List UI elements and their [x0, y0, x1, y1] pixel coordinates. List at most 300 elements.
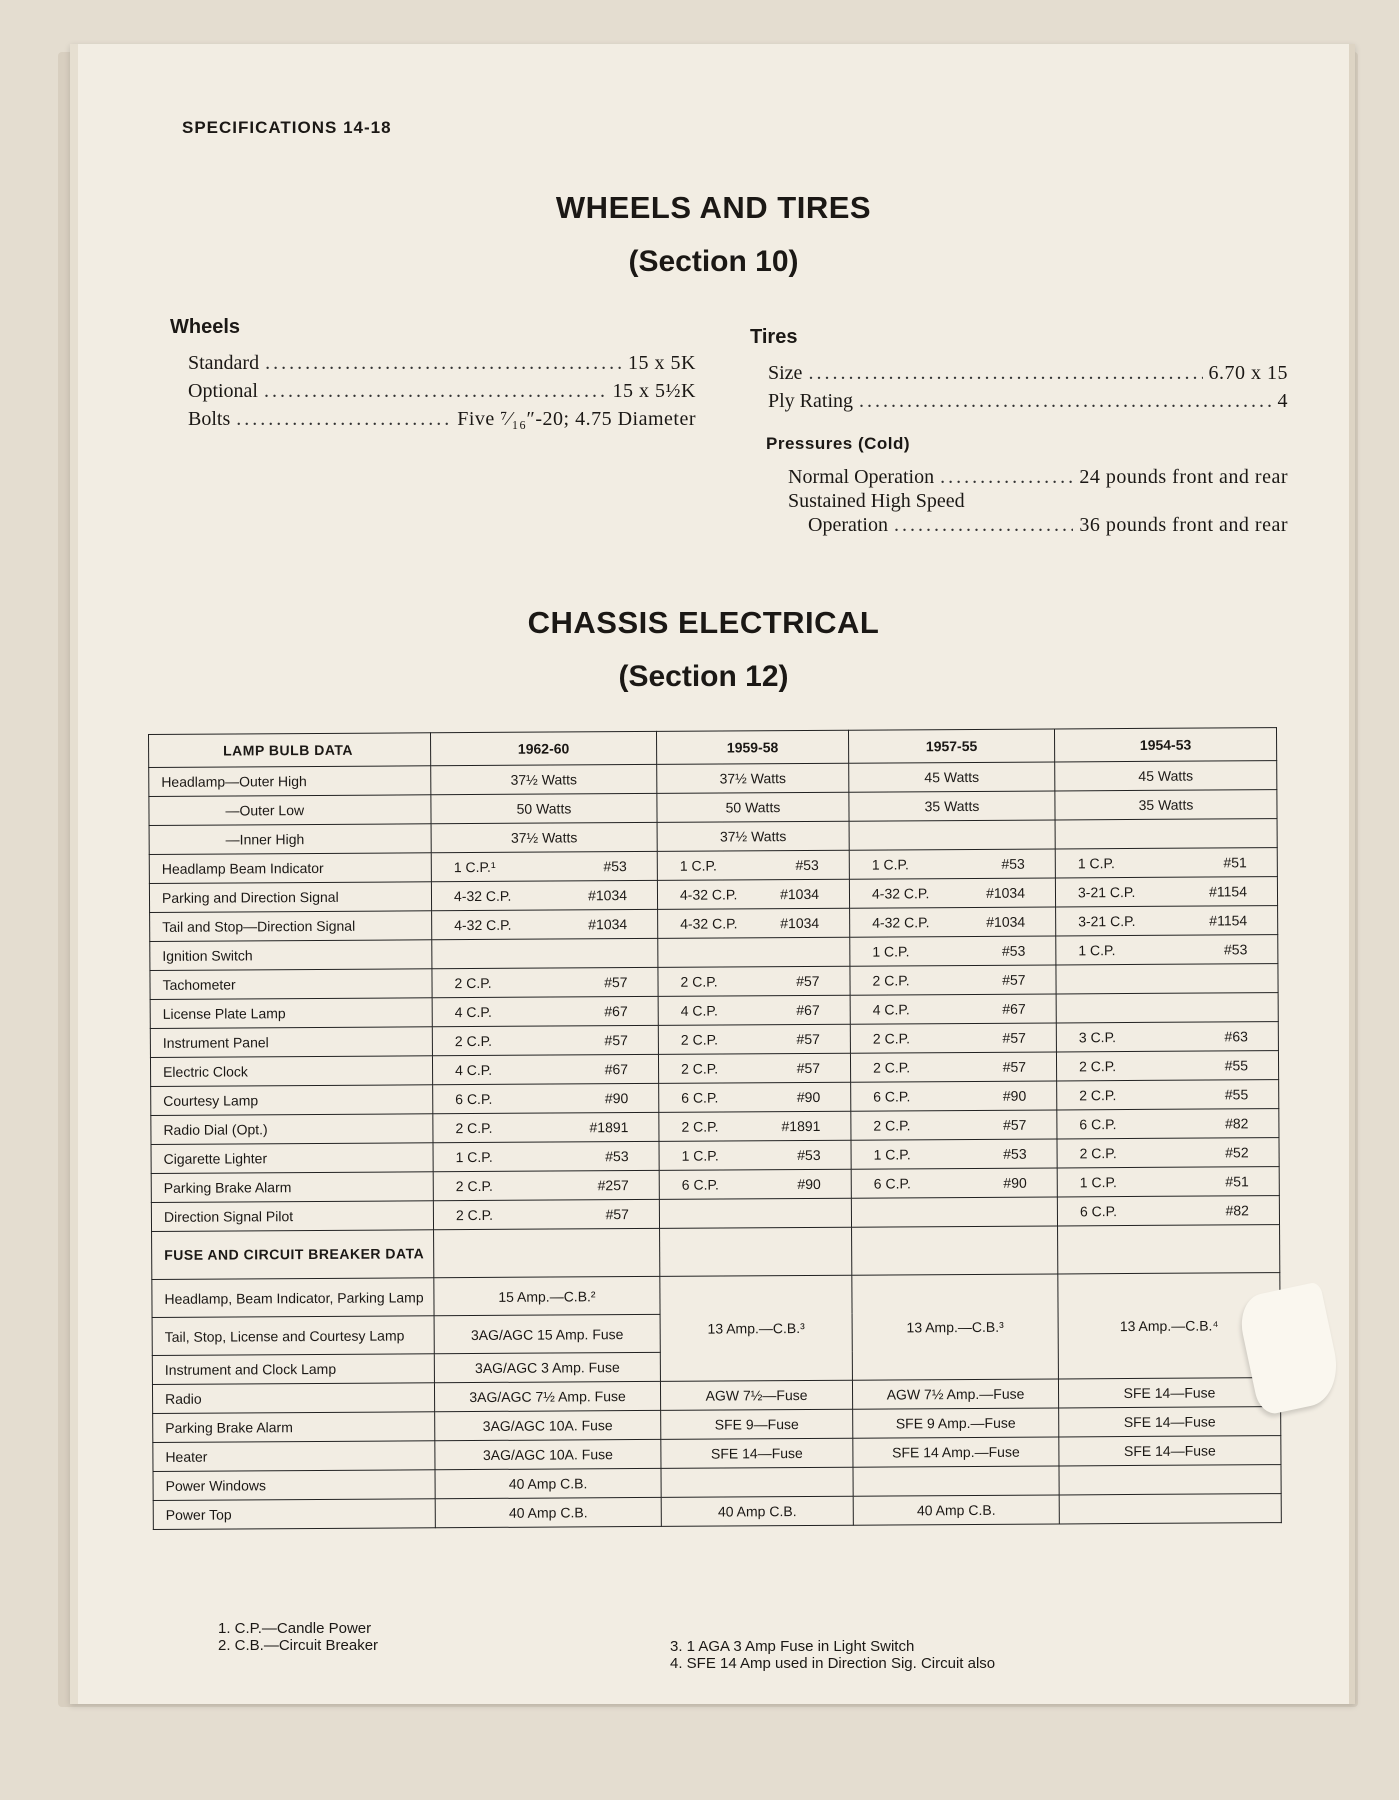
fuse-label: Power Windows [153, 1470, 435, 1501]
footnotes-left [218, 1620, 378, 1654]
candle-power: 4 C.P. [455, 1061, 493, 1079]
candle-power-pair [438, 887, 651, 904]
candle-power-pair [665, 1060, 844, 1077]
lamp-value [432, 1025, 658, 1055]
bulb-number: #53 [1223, 941, 1248, 958]
candle-power: 4-32 C.P. [679, 886, 738, 903]
candle-power-pair [1064, 1202, 1273, 1219]
wheels-bolts-value: Five ⁷⁄₁₆″-20; 4.75 Diameter [457, 408, 696, 430]
wheels-standard-value: 15 x 5K [628, 352, 696, 374]
lamp-value [1057, 1109, 1279, 1139]
lamp-value [1057, 1167, 1279, 1197]
candle-power: 2 C.P. [680, 1031, 719, 1048]
candle-power: 2 C.P. [1079, 1145, 1117, 1162]
lamp-value [1057, 1138, 1279, 1168]
fuse-value: SFE 9—Fuse [661, 1409, 853, 1439]
lamp-value [431, 851, 657, 881]
header-1959-58: 1959-58 [656, 730, 848, 764]
candle-power: 2 C.P. [873, 1117, 911, 1134]
fuse-label: Radio [152, 1383, 434, 1414]
lamp-value [1056, 964, 1278, 994]
bulb-number: #1034 [780, 914, 820, 932]
lamp-value [851, 1110, 1057, 1140]
lamp-label: —Inner High [149, 824, 431, 855]
bulb-number: #51 [1223, 854, 1247, 871]
candle-power-pair [856, 942, 1049, 959]
lamp-value [1057, 1080, 1279, 1110]
candle-power: 4-32 C.P. [872, 914, 930, 931]
bulb-number: #90 [1003, 1174, 1027, 1191]
lamp-value [433, 1083, 659, 1113]
candle-power: 6 C.P. [1079, 1203, 1118, 1220]
bulb-number: #57 [796, 1030, 820, 1048]
fuse-value: SFE 14—Fuse [1059, 1436, 1281, 1466]
header-lamp-bulb-data: LAMP BULB DATA [149, 733, 431, 768]
lamp-value [851, 1168, 1057, 1198]
fuse-value: 3AG/AGC 10A. Fuse [435, 1439, 661, 1469]
candle-power-pair [856, 855, 1049, 872]
bulb-number: #63 [1224, 1028, 1248, 1045]
candle-power: 2 C.P. [680, 973, 718, 990]
bulb-number: #53 [1003, 1145, 1027, 1162]
fuse-value: SFE 9 Amp.—Fuse [853, 1408, 1059, 1438]
bulb-number: #57 [1002, 971, 1026, 988]
fuse-merged-1957: 13 Amp.—C.B.³ [852, 1274, 1059, 1380]
candle-power: 1 C.P. [1078, 942, 1116, 959]
lamp-value [850, 965, 1056, 995]
lamp-value: 35 Watts [1055, 790, 1277, 820]
candle-power: 2 C.P. [455, 1177, 493, 1195]
candle-power: 2 C.P. [872, 972, 910, 989]
candle-power-pair [438, 916, 651, 933]
lamp-label: License Plate Lamp [150, 998, 432, 1029]
candle-power-pair [858, 1174, 1051, 1191]
leader-dots [265, 352, 622, 375]
bulb-number: #90 [796, 1088, 821, 1106]
lamp-label: Direction Signal Pilot [151, 1201, 433, 1232]
pressure-sustained-value: 36 pounds front and rear [1079, 514, 1288, 536]
candle-power: 2 C.P. [455, 1119, 493, 1137]
header-1962-60: 1962-60 [430, 731, 656, 765]
bulb-number: #67 [604, 1061, 629, 1078]
table-row [153, 1494, 1281, 1530]
lamp-value [1056, 906, 1278, 936]
bulb-number: #82 [1225, 1202, 1249, 1219]
fuse-value: SFE 14—Fuse [661, 1438, 853, 1468]
lamp-value [659, 1169, 851, 1199]
fuse-value: 3AG/AGC 10A. Fuse [435, 1410, 661, 1440]
candle-power-pair [857, 1116, 1050, 1133]
lamp-value [432, 909, 658, 939]
lamp-value [431, 880, 657, 910]
lamp-label: Tachometer [150, 969, 432, 1000]
candle-power-pair [858, 1145, 1051, 1162]
leader-dots [808, 362, 1202, 385]
candle-power-pair [856, 913, 1049, 930]
lamp-label: Ignition Switch [150, 940, 432, 971]
lamp-value [850, 907, 1056, 937]
bulb-number: #90 [797, 1175, 821, 1193]
bulb-number: #257 [597, 1177, 629, 1194]
bulb-number: #57 [604, 974, 628, 991]
chassis-section: (Section 12) [618, 660, 789, 693]
lamp-value [432, 967, 658, 997]
fuse-value [1059, 1494, 1281, 1524]
bulb-number: #1154 [1209, 883, 1248, 900]
lamp-value [1055, 877, 1277, 907]
bulb-number: #53 [1001, 942, 1026, 959]
candle-power: 2 C.P. [681, 1060, 719, 1077]
lamp-value [849, 849, 1055, 879]
wheels-standard-label: Standard [188, 352, 260, 374]
candle-power: 4 C.P. [680, 1002, 718, 1019]
candle-power: 4-32 C.P. [871, 885, 930, 902]
leader-dots [236, 408, 451, 431]
lamp-value [850, 936, 1056, 966]
fuse-label: Tail, Stop, License and Courtesy Lamp [152, 1316, 434, 1356]
table-cell [660, 1227, 852, 1276]
electrical-table [148, 727, 1282, 1530]
bulb-number: #67 [1002, 1000, 1026, 1017]
candle-power-pair [1062, 883, 1271, 900]
candle-power: 1 C.P. [681, 1147, 719, 1164]
candle-power-pair [857, 1000, 1050, 1017]
candle-power: 2 C.P. [1079, 1087, 1117, 1104]
lamp-label: Instrument Panel [150, 1027, 432, 1058]
tires-heading: Tires [750, 326, 798, 348]
bulb-number: #52 [1225, 1144, 1249, 1161]
lamp-bulb-rows [149, 761, 1280, 1232]
bulb-number: #57 [604, 1032, 628, 1049]
bulb-number: #1034 [986, 913, 1026, 930]
bulb-number: #55 [1224, 1057, 1249, 1074]
tires-ply-row [768, 390, 1288, 413]
pressure-normal-row [788, 466, 1288, 489]
lamp-label: Headlamp—Outer High [149, 766, 431, 797]
bulb-number: #57 [1002, 1116, 1027, 1133]
electrical-table-wrap [148, 727, 1281, 1530]
bulb-number: #82 [1224, 1115, 1249, 1132]
candle-power-pair [439, 1032, 652, 1049]
candle-power-pair [857, 1058, 1050, 1075]
fuse-value: AGW 7½ Amp.—Fuse [852, 1379, 1058, 1409]
lamp-value [432, 1054, 658, 1084]
candle-power-pair [1063, 1086, 1272, 1103]
lamp-value [433, 1199, 659, 1229]
candle-power: 6 C.P. [1079, 1116, 1117, 1133]
table-cell [852, 1226, 1058, 1275]
candle-power: 1 C.P. [873, 1146, 911, 1163]
leader-dots [859, 390, 1271, 413]
candle-power: 2 C.P. [1078, 1058, 1117, 1075]
tires-ply-value: 4 [1277, 390, 1288, 412]
page-header: SPECIFICATIONS 14-18 [182, 118, 392, 137]
candle-power: 6 C.P. [681, 1089, 719, 1106]
bulb-number: #57 [605, 1206, 629, 1223]
lamp-value [659, 1111, 851, 1141]
leader-dots [894, 514, 1073, 537]
bulb-number: #51 [1225, 1173, 1249, 1190]
candle-power-pair [664, 973, 843, 990]
candle-power-pair [440, 1206, 653, 1223]
fuse-value: SFE 14—Fuse [1059, 1407, 1281, 1437]
fuse-label: Heater [153, 1441, 435, 1472]
fuse-value: 40 Amp C.B. [661, 1496, 853, 1526]
header-1954-53: 1954-53 [1054, 728, 1276, 762]
lamp-value: 35 Watts [849, 791, 1055, 821]
candle-power-pair [665, 1118, 844, 1135]
bulb-number: #67 [604, 1003, 628, 1020]
fuse-value [661, 1467, 853, 1497]
fuse-rows [152, 1225, 1282, 1530]
pressure-sustained-label-1: Sustained High Speed [788, 490, 965, 512]
bulb-number: #53 [795, 856, 819, 874]
lamp-value: 45 Watts [849, 762, 1055, 792]
candle-power: 1 C.P. [1079, 1174, 1117, 1191]
bulb-number: #55 [1224, 1086, 1249, 1103]
candle-power: 2 C.P. [455, 1206, 494, 1224]
candle-power: 2 C.P. [873, 1059, 911, 1076]
lamp-value [433, 1112, 659, 1142]
candle-power: 4-32 C.P. [454, 916, 512, 934]
candle-power-pair [440, 1177, 653, 1194]
bulb-number: #53 [603, 858, 627, 875]
candle-power-pair [665, 1002, 844, 1019]
pressures-heading: Pressures (Cold) [766, 434, 911, 453]
bulb-number: #57 [1002, 1058, 1027, 1075]
lamp-value [433, 1170, 659, 1200]
candle-power-pair [439, 1061, 652, 1078]
bulb-number: #1034 [985, 884, 1026, 901]
pressure-sustained-label-2: Operation [808, 514, 888, 536]
candle-power-pair [664, 886, 843, 903]
candle-power: 2 C.P. [454, 974, 492, 992]
table-row [152, 1273, 1280, 1318]
bulb-number: #1891 [589, 1119, 629, 1136]
candle-power: 1 C.P. [871, 856, 909, 873]
candle-power-pair [439, 1003, 652, 1020]
leader-dots [940, 466, 1073, 489]
candle-power: 6 C.P. [455, 1090, 493, 1108]
wheels-optional-row [188, 380, 696, 403]
bulb-number: #53 [1001, 855, 1025, 872]
candle-power-pair [438, 974, 651, 991]
lamp-value [432, 996, 658, 1026]
footnote-2: 2. C.B.—Circuit Breaker [218, 1637, 379, 1654]
lamp-value [851, 1139, 1057, 1169]
lamp-label: Courtesy Lamp [151, 1085, 433, 1116]
candle-power-pair [856, 884, 1049, 901]
tires-ply-label: Ply Rating [768, 390, 854, 412]
fuse-value: 40 Amp C.B. [435, 1468, 661, 1498]
lamp-value [1057, 1196, 1279, 1226]
bulb-number: #57 [796, 972, 820, 990]
header-1957-55: 1957-55 [848, 729, 1054, 763]
lamp-label: —Outer Low [149, 795, 431, 826]
candle-power-pair [857, 1087, 1050, 1104]
lamp-value [1056, 993, 1278, 1023]
fuse-merged-1959: 13 Amp.—C.B.³ [660, 1275, 853, 1381]
document-page [70, 44, 1355, 1704]
lamp-value [657, 879, 849, 909]
candle-power-pair [1063, 1028, 1272, 1045]
lamp-value: 37½ Watts [431, 764, 657, 794]
lamp-value [1056, 1051, 1278, 1081]
candle-power-pair [440, 1148, 653, 1165]
candle-power-pair [1062, 854, 1271, 871]
lamp-value: 50 Watts [431, 793, 657, 823]
candle-power-pair [439, 1119, 652, 1136]
wheels-heading: Wheels [170, 316, 241, 338]
lamp-value [850, 1052, 1056, 1082]
lamp-value: 37½ Watts [657, 763, 849, 793]
fuse-value [1059, 1465, 1281, 1495]
footnote-1: 1. C.P.—Candle Power [218, 1620, 372, 1637]
lamp-label: Electric Clock [150, 1056, 432, 1087]
lamp-value [849, 820, 1055, 850]
bulb-number: #53 [797, 1146, 821, 1164]
footnotes-right [670, 1638, 995, 1672]
bulb-number: #57 [796, 1059, 821, 1077]
candle-power: 2 C.P. [681, 1118, 719, 1135]
table-cell [434, 1228, 660, 1277]
lamp-value: 37½ Watts [431, 822, 657, 852]
bulb-number: #90 [1002, 1087, 1027, 1104]
lamp-value [851, 1197, 1057, 1227]
lamp-value [1055, 848, 1277, 878]
candle-power-pair [856, 971, 1049, 988]
candle-power-pair [666, 1147, 845, 1164]
table-row [152, 1225, 1280, 1280]
pressure-normal-label: Normal Operation [788, 466, 935, 488]
lamp-value [432, 938, 658, 968]
lamp-label: Parking and Direction Signal [149, 882, 431, 913]
candle-power: 6 C.P. [681, 1176, 719, 1193]
candle-power: 4-32 C.P. [680, 915, 738, 932]
candle-power: 3 C.P. [1078, 1029, 1117, 1046]
bulb-number: #1034 [780, 885, 820, 903]
candle-power: 2 C.P. [454, 1032, 493, 1050]
lamp-value [658, 908, 850, 938]
candle-power-pair [1063, 1115, 1272, 1132]
footnote-4: 4. SFE 14 Amp used in Direction Sig. Circuit also [670, 1655, 996, 1672]
fuse-heading: FUSE AND CIRCUIT BREAKER DATA [152, 1230, 434, 1280]
lamp-value: 37½ Watts [657, 821, 849, 851]
lamp-value [849, 878, 1055, 908]
fuse-value: 3AG/AGC 3 Amp. Fuse [434, 1352, 660, 1382]
candle-power: 4 C.P. [872, 1001, 910, 1018]
lamp-value [658, 995, 850, 1025]
candle-power-pair [1063, 1057, 1272, 1074]
wheels-standard-row [188, 352, 696, 375]
fuse-value: 40 Amp C.B. [853, 1495, 1059, 1525]
lamp-label: Tail and Stop—Direction Signal [150, 911, 432, 942]
lamp-label: Parking Brake Alarm [151, 1172, 433, 1203]
wheels-optional-value: 15 x 5½K [612, 380, 696, 402]
fuse-label: Parking Brake Alarm [153, 1412, 435, 1443]
candle-power: 1 C.P. [679, 857, 717, 874]
candle-power-pair [665, 1031, 844, 1048]
leader-dots [264, 380, 607, 403]
candle-power: 1 C.P.¹ [453, 858, 496, 876]
candle-power-pair [857, 1029, 1050, 1046]
bulb-number: #1034 [588, 916, 628, 933]
bulb-number: #53 [605, 1148, 629, 1165]
wheels-tires-section: (Section 10) [628, 245, 799, 278]
candle-power: 2 C.P. [872, 1030, 911, 1047]
candle-power-pair [1064, 1173, 1273, 1190]
candle-power-pair [664, 857, 843, 874]
fuse-value: 40 Amp C.B. [435, 1497, 661, 1527]
bulb-number: #57 [1002, 1029, 1026, 1046]
lamp-label: Cigarette Lighter [151, 1143, 433, 1174]
wheels-optional-label: Optional [188, 380, 258, 402]
lamp-label: Radio Dial (Opt.) [151, 1114, 433, 1145]
candle-power-pair [665, 1089, 844, 1106]
candle-power: 4 C.P. [454, 1003, 492, 1021]
candle-power-pair [1062, 912, 1271, 929]
lamp-value [658, 1024, 850, 1054]
lamp-value [659, 1140, 851, 1170]
fuse-value [853, 1466, 1059, 1496]
candle-power-pair [439, 1090, 652, 1107]
lamp-value [433, 1141, 659, 1171]
tires-size-label: Size [768, 362, 803, 384]
lamp-label: Headlamp Beam Indicator [149, 853, 431, 884]
candle-power: 4-32 C.P. [453, 887, 512, 905]
lamp-value [659, 1198, 851, 1228]
candle-power: 6 C.P. [873, 1088, 911, 1105]
lamp-value [1055, 819, 1277, 849]
bulb-number: #90 [604, 1090, 629, 1107]
bulb-number: #1891 [781, 1117, 821, 1135]
wheels-tires-title: WHEELS AND TIRES [555, 190, 872, 225]
tires-size-value: 6.70 x 15 [1208, 362, 1288, 384]
fuse-value: 15 Amp.—C.B.² [434, 1276, 660, 1315]
fuse-merged-1954: 13 Amp.—C.B.⁴ [1058, 1273, 1281, 1379]
table-cell [1058, 1225, 1280, 1274]
candle-power: 3-21 C.P. [1077, 883, 1136, 901]
lamp-value [1056, 1022, 1278, 1052]
candle-power-pair [1062, 941, 1271, 958]
pressure-normal-value: 24 pounds front and rear [1079, 466, 1288, 488]
pressure-sustained-row [808, 514, 1288, 537]
fuse-value: SFE 14—Fuse [1058, 1378, 1280, 1408]
fuse-label: Headlamp, Beam Indicator, Parking Lamp [152, 1278, 434, 1318]
lamp-value [851, 1081, 1057, 1111]
lamp-value [658, 966, 850, 996]
candle-power: 1 C.P. [872, 943, 910, 960]
fuse-label: Instrument and Clock Lamp [152, 1354, 434, 1385]
candle-power: 1 C.P. [455, 1148, 493, 1166]
candle-power-pair [666, 1176, 845, 1193]
fuse-value: 3AG/AGC 15 Amp. Fuse [434, 1314, 660, 1353]
lamp-value [850, 994, 1056, 1024]
fuse-label: Power Top [153, 1499, 435, 1530]
candle-power: 3-21 C.P. [1078, 912, 1136, 930]
wheels-bolts-label: Bolts [188, 408, 231, 430]
fuse-value: AGW 7½—Fuse [660, 1380, 852, 1410]
footnote-3: 3. 1 AGA 3 Amp Fuse in Light Switch [670, 1638, 915, 1655]
lamp-value [657, 850, 849, 880]
candle-power-pair [438, 858, 651, 875]
lamp-value [1056, 935, 1278, 965]
chassis-title: CHASSIS ELECTRICAL [527, 605, 880, 640]
lamp-value: 45 Watts [1055, 761, 1277, 791]
candle-power-pair [1064, 1144, 1273, 1161]
lamp-value [658, 1053, 850, 1083]
candle-power: 1 C.P. [1077, 855, 1115, 872]
